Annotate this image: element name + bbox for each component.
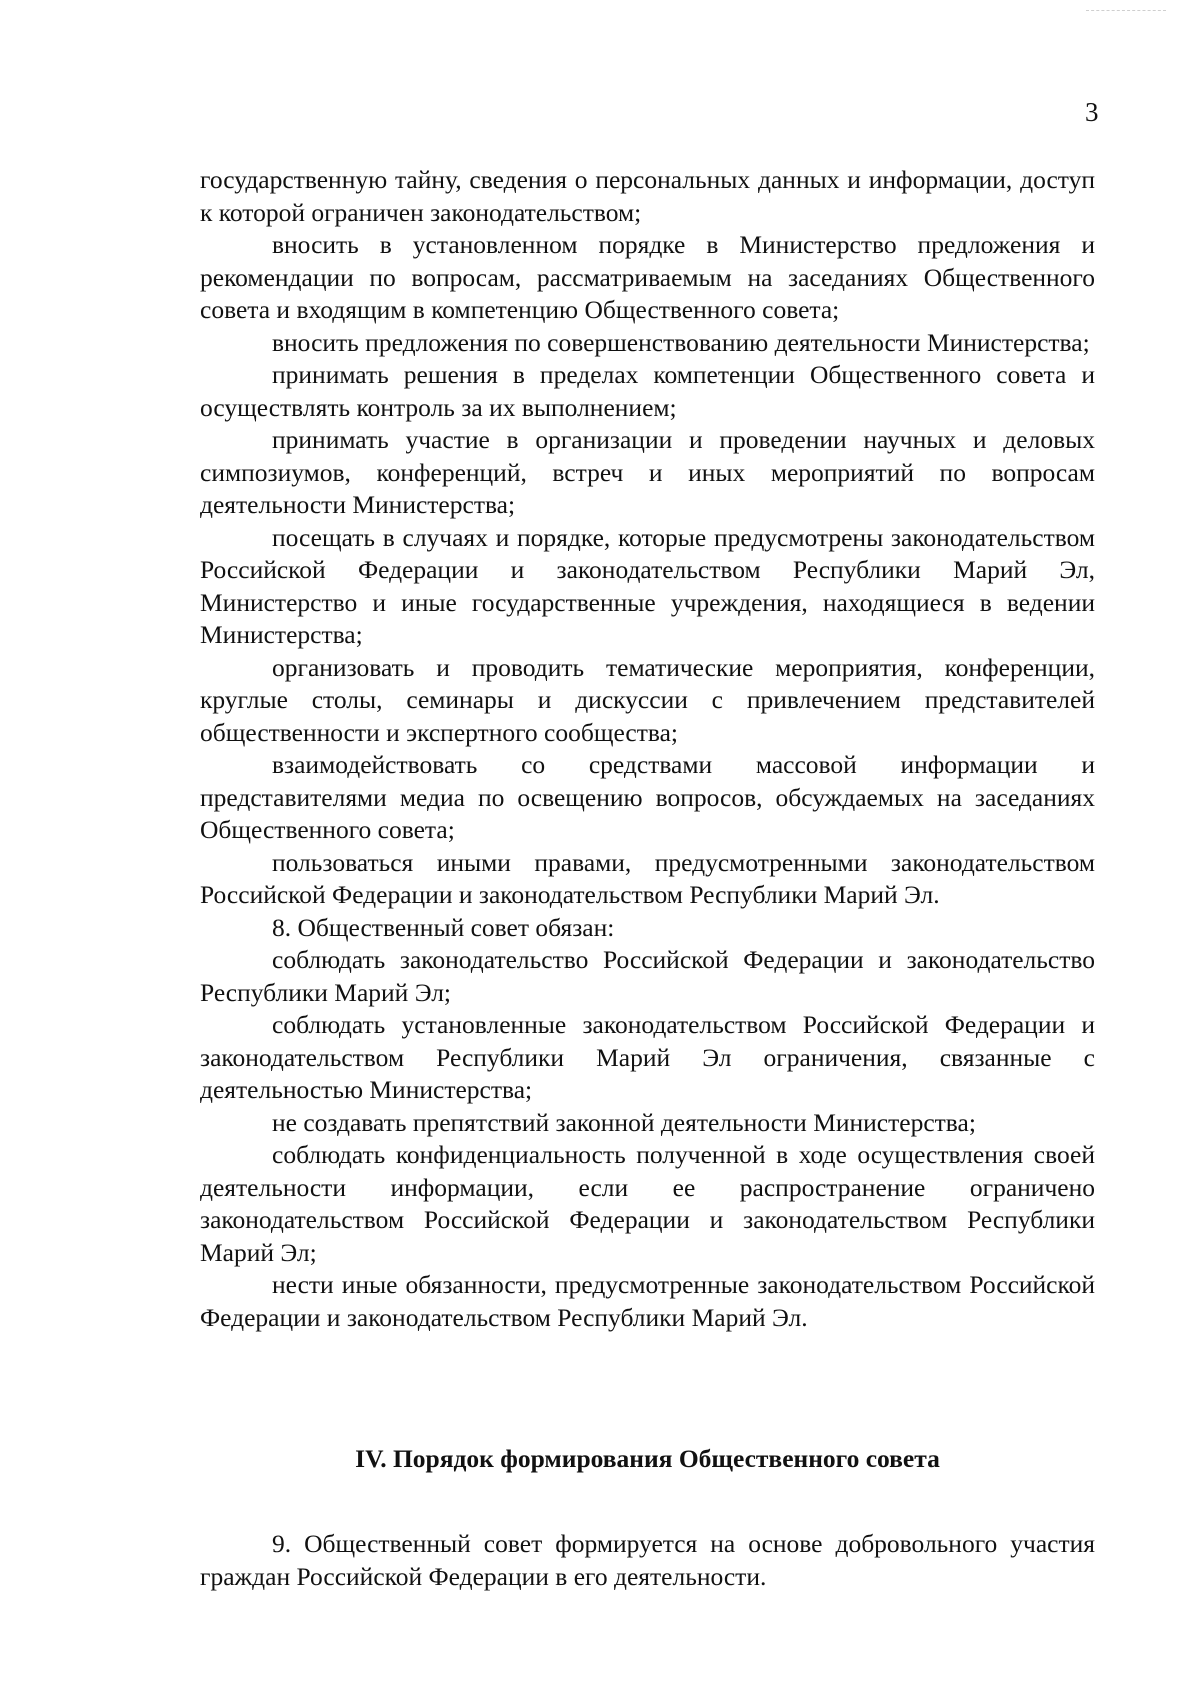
section-heading: IV. Порядок формирования Общественного совета (355, 1444, 940, 1473)
paragraph: пользоваться иными правами, предусмотренными законодательством Российской Федерации и законодательством Республики Марий Эл. (200, 847, 1095, 909)
paragraph: не создавать препятствий законной деятельности Министерства; (272, 1107, 976, 1137)
paragraph: государственную тайну, сведения о персональных данных и информации, доступ к которой ограничен законодательством; (200, 165, 1095, 227)
paragraph: 9. Общественный совет формируется на основе добровольного участия граждан Российской Федерации в его деятельности. (200, 1529, 1095, 1591)
paragraph: 8. Общественный совет обязан: (272, 912, 615, 942)
paragraph: принимать решения в пределах компетенции Общественного совета и осуществлять контроль за их выполнением; (200, 360, 1095, 422)
paragraph: нести иные обязанности, предусмотренные законодательством Российской Федерации и законодательством Республики Марий Эл. (200, 1270, 1095, 1332)
paragraph: соблюдать конфиденциальность полученной в ходе осуществления своей деятельности информации, если ее распространение ограничено законодательством Российской Федерации и законодательством Республики Марий Эл; (200, 1140, 1095, 1267)
paragraph: организовать и проводить тематические мероприятия, конференции, круглые столы, семинары и дискуссии с привлечением представителей общественности и экспертного сообщества; (200, 652, 1095, 747)
section-body (200, 1528, 1095, 1593)
document-body (200, 164, 1095, 1334)
paragraph: взаимодействовать со средствами массовой информации и представителями медиа по освещению вопросов, обсуждаемых на заседаниях Общественного совета; (200, 750, 1095, 844)
paragraph: соблюдать установленные законодательством Российской Федерации и законодательством Республики Марий Эл ограничения, связанные с деятельностью Министерства; (200, 1010, 1095, 1104)
paragraph: принимать участие в организации и проведении научных и деловых симпозиумов, конференций, встреч и иных мероприятий по вопросам деятельности Министерства; (200, 425, 1095, 519)
paragraph: вносить предложения по совершенствованию деятельности Министерства; (272, 327, 1090, 357)
page-number: 3 (1085, 97, 1099, 127)
paragraph: вносить в установленном порядке в Министерство предложения и рекомендации по вопросам, рассматриваемым на заседаниях Общественного совета и входящим в компетенцию Общественного совета; (200, 230, 1095, 324)
scan-artifact (1086, 10, 1166, 15)
paragraph: посещать в случаях и порядке, которые предусмотрены законодательством Российской Федерации и законодательством Республики Марий Эл, Министерство и иные государственные учреждения, находящиеся в ведении Министерства; (200, 522, 1095, 649)
paragraph: соблюдать законодательство Российской Федерации и законодательство Республики Марий Эл; (200, 945, 1095, 1007)
